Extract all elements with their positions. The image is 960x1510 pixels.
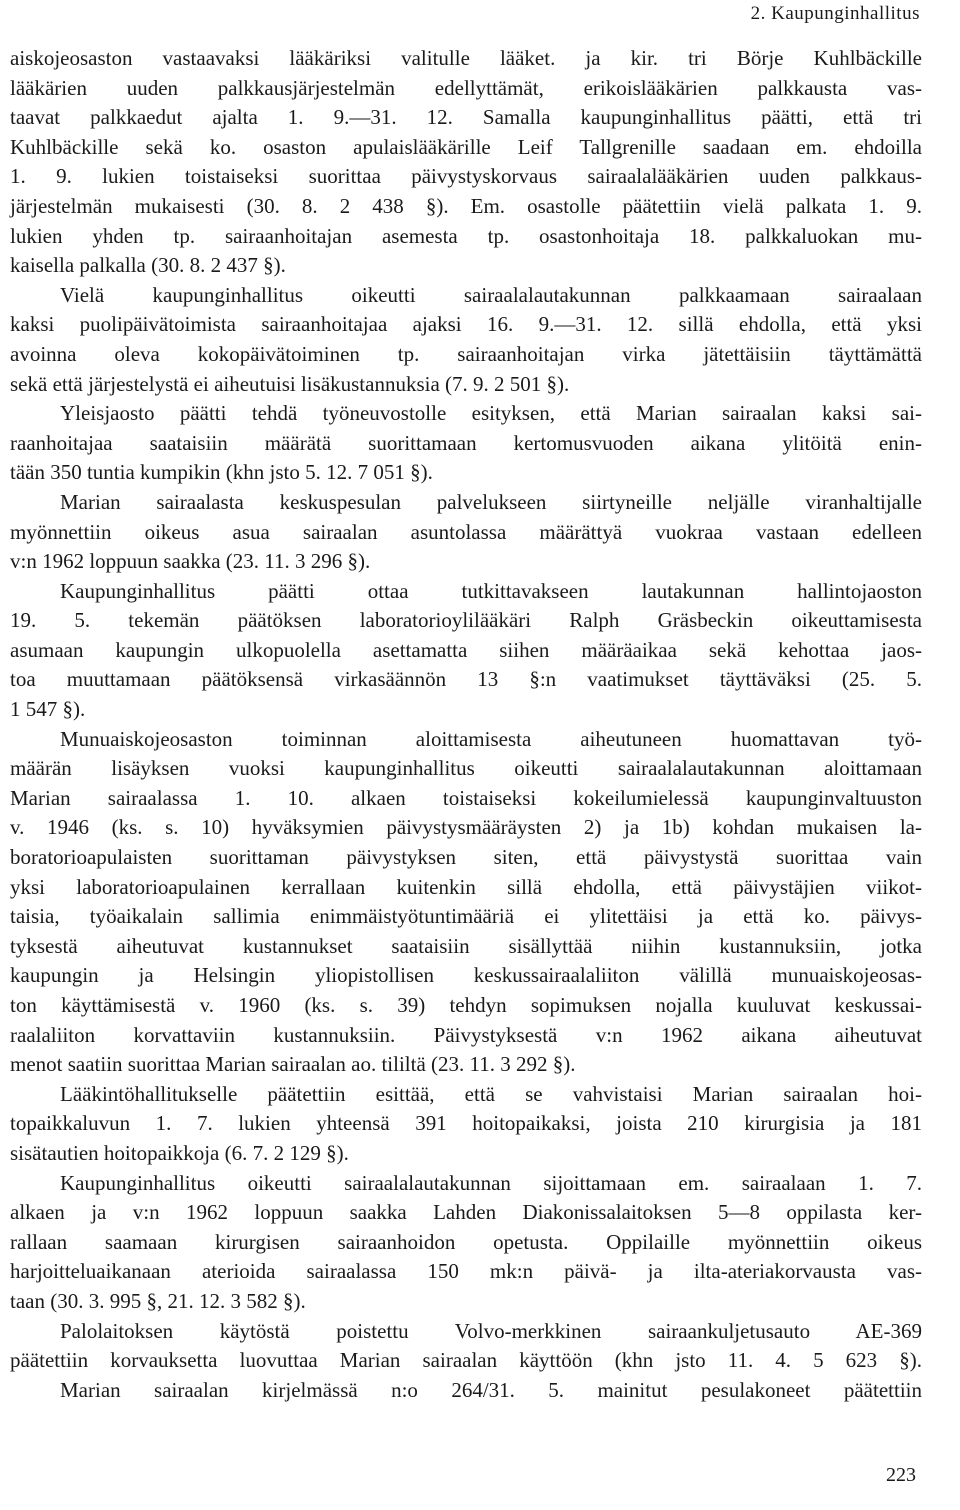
text-line: päätettiin korvauksetta luovuttaa Marian sairaalan käyttöön (khn jsto 11. 4. 5 623 §). (10, 1348, 922, 1373)
text-line: avoinna oleva kokopäivätoiminen tp. sairaanhoitajan virka jätettäisiin täyttämättä (10, 341, 922, 366)
text-line: Lääkintöhallitukselle päätettiin esittää, että se vahvistaisi Marian sairaalan hoi- (60, 1081, 922, 1106)
text-line: asumaan kaupungin ulkopuolella asettamatta siihen määräaikaa sekä kehottaa jaos- (10, 637, 922, 662)
text-line: menot saatiin suorittaa Marian sairaalan ao. tililtä (23. 11. 3 292 §). (10, 1052, 576, 1077)
text-line: rallaan saamaan kirurgisen sairaanhoidon opetusta. Oppilaille myönnettiin oikeus (10, 1229, 922, 1254)
text-line: Yleisjaosto päätti tehdä työneuvostolle esityksen, että Marian sairaalan kaksi sai- (60, 401, 922, 426)
running-header: 2. Kaupunginhallitus (750, 3, 920, 24)
text-line: v. 1946 (ks. s. 10) hyväksymien päivystysmääräysten 2) ja 1b) kohdan mukaisen la- (10, 815, 922, 840)
text-line: järjestelmän mukaisesti (30. 8. 2 438 §). Em. osastolle päätettiin vielä palkata 1. 9. (10, 193, 922, 218)
text-line: harjoitteluaikanaan aterioida sairaalassa 150 mk:n päivä- ja ilta-ateriakorvausta vas- (10, 1259, 922, 1284)
text-line: kaisella palkalla (30. 8. 2 437 §). (10, 253, 286, 278)
text-line: Marian sairaalasta keskuspesulan palvelukseen siirtyneille neljälle viranhaltijalle (60, 489, 922, 514)
text-line: Munuaiskojeosaston toiminnan aloittamisesta aiheutuneen huomattavan työ- (60, 726, 922, 751)
text-line: Marian sairaalan kirjelmässä n:o 264/31. 5. mainitut pesulakoneet päätettiin (60, 1377, 922, 1402)
text-line: boratorioapulaisten suorittaman päivystyksen siten, että päivystystä suorittaa vain (10, 845, 922, 870)
text-line: sisätautien hoitopaikkoja (6. 7. 2 129 §). (10, 1140, 349, 1165)
text-line: Kuhlbäckille sekä ko. osaston apulaislääkärille Leif Tallgrenille saadaan em. ehdoilla (10, 134, 922, 159)
text-line: aiskojeosaston vastaavaksi lääkäriksi valitulle lääket. ja kir. tri Börje Kuhlbäckille (10, 46, 922, 70)
text-line: ton käyttämisestä v. 1960 (ks. s. 39) tehdyn sopimuksen nojalla kuuluvat keskussai- (10, 993, 922, 1017)
text-line: taisia, työaikalain sallimia enimmäistyötuntimääriä ei ylitettäisi ja että ko. päivys- (10, 904, 922, 929)
text-line: Kaupunginhallitus oikeutti sairaalalautakunnan sijoittamaan em. sairaalaan 1. 7. (60, 1170, 922, 1195)
page-number: 223 (886, 1464, 916, 1486)
text-line: tään 350 tuntia kumpikin (khn jsto 5. 12. 7 051 §). (10, 460, 433, 485)
text-line: alkaen ja v:n 1962 loppuun saakka Lahden Diakonissalaitoksen 5—8 oppilasta ker- (10, 1200, 922, 1225)
text-line: lääkärien uuden palkkausjärjestelmän edellyttämät, erikoislääkärien palkkausta vas- (10, 75, 922, 100)
text-line: lukien yhden tp. sairaanhoitajan asemesta tp. osastonhoitaja 18. palkkaluokan mu- (10, 223, 922, 248)
text-line: määrän lisäyksen vuoksi kaupunginhallitus oikeutti sairaalalautakunnan aloittamaan (10, 756, 922, 781)
text-line: Palolaitoksen käytöstä poistettu Volvo-merkkinen sairaankuljetusauto AE-369 (60, 1318, 922, 1343)
text-line: v:n 1962 loppuun saakka (23. 11. 3 296 §). (10, 549, 371, 574)
text-line: 1. 9. lukien toistaiseksi suorittaa päivystyskorvaus sairaalalääkärien uuden palkkaus- (10, 164, 922, 189)
text-line: kaksi puolipäivätoimista sairaanhoitajaa ajaksi 16. 9.—31. 12. sillä ehdolla, että yksi (10, 312, 922, 337)
text-line: taan (30. 3. 995 §, 21. 12. 3 582 §). (10, 1288, 306, 1313)
body-text (10, 44, 922, 1405)
text-line: raalaliiton korvattaviin kustannuksiin. Päivystyksestä v:n 1962 aikana aiheutuvat (10, 1022, 922, 1047)
text-line: toa muuttamaan päätöksensä virkasäännön 13 §:n vaatimukset täyttäväksi (25. 5. (10, 667, 922, 692)
text-line: taavat palkkaedut ajalta 1. 9.—31. 12. Samalla kaupunginhallitus päätti, että tri (10, 105, 922, 130)
text-line: Marian sairaalassa 1. 10. alkaen toistaiseksi kokeilumielessä kaupunginvaltuuston (10, 785, 922, 810)
text-line: sekä että järjestelystä ei aiheutuisi lisäkustannuksia (7. 9. 2 501 §). (10, 371, 570, 396)
text-line: kaupungin ja Helsingin yliopistollisen keskussairaalaliiton välillä munuaiskojeosas- (10, 963, 922, 988)
text-line: yksi laboratorioapulainen kerrallaan kuitenkin sillä ehdolla, että päivystäjien viikot- (10, 874, 922, 899)
text-line: raanhoitajaa saataisiin määrätä suorittamaan kertomusvuoden aikana ylitöitä enin- (10, 430, 922, 455)
text-line: 19. 5. tekemän päätöksen laboratorioylilääkäri Ralph Gräsbeckin oikeuttamisesta (10, 608, 922, 633)
text-line: myönnettiin oikeus asua sairaalan asuntolassa määrättyä vuokraa vastaan edelleen (10, 519, 922, 544)
text-line: Vielä kaupunginhallitus oikeutti sairaalalautakunnan palkkaamaan sairaalaan (60, 282, 922, 307)
text-line: tyksestä aiheutuvat kustannukset saataisiin sisällyttää niihin kustannuksiin, jotka (10, 933, 922, 958)
text-line: Kaupunginhallitus päätti ottaa tutkittavakseen lautakunnan hallintojaoston (60, 578, 922, 603)
text-line: topaikkaluvun 1. 7. lukien yhteensä 391 hoitopaikaksi, joista 210 kirurgisia ja 181 (10, 1111, 922, 1136)
text-line: 1 547 §). (10, 697, 86, 722)
